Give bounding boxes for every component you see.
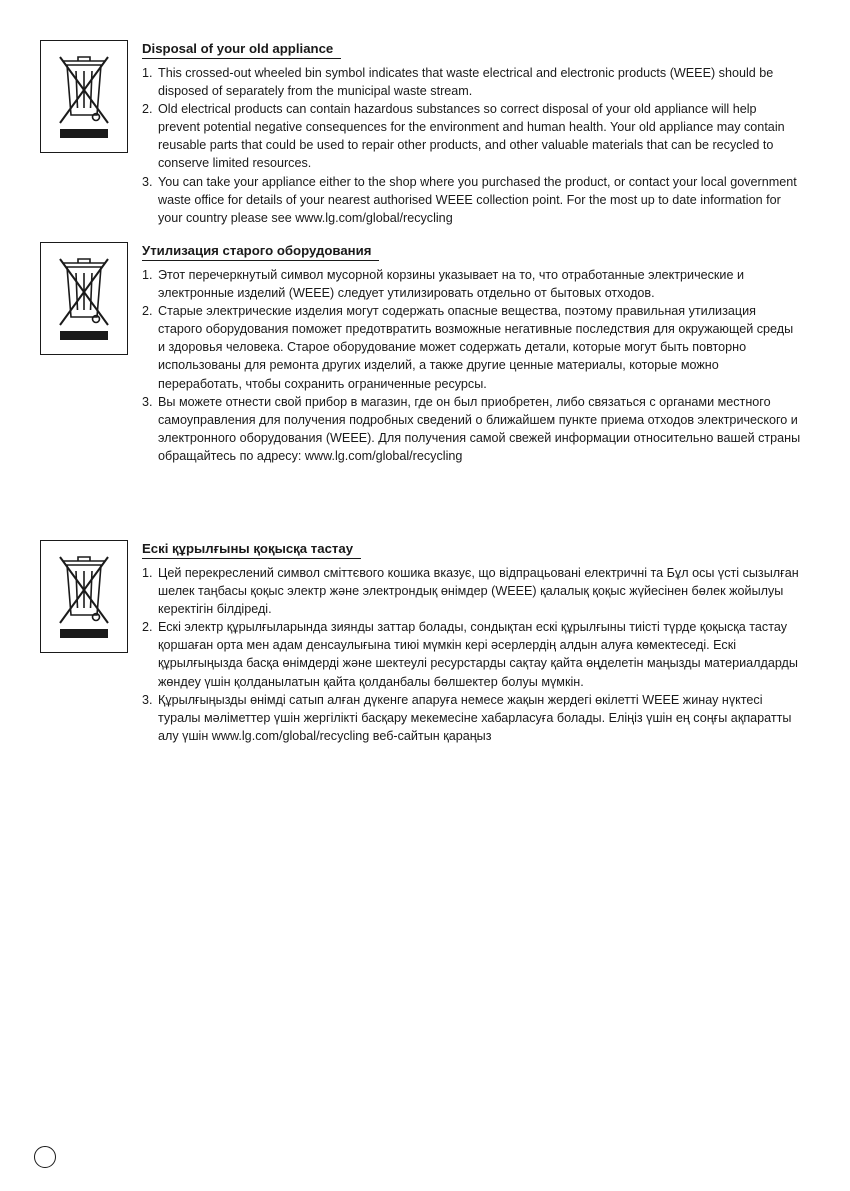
- section-title: Ескі құрылғыны қоқысқа тастау: [142, 541, 361, 559]
- crossed-out-bin-icon: [54, 53, 114, 139]
- list-item: 3. Құрылғыңызды өнімді сатып алған дүкенге апаруға немесе жақын жердегі өкілетті WEEE жинау нүктесі туралы мәліметтер үшін жергілікті басқару мекемесіне хабарласуға болады. Еліңіз үшін ең соңғы ақпаратты алу үшін www.lg.com/global/recycling веб-сайтын қараңыз: [142, 692, 792, 743]
- weee-symbol-box: [40, 540, 128, 653]
- list-item: 1. Этот перечеркнутый символ мусорной корзины указывает на то, что отработанные электрические и электронные изделий (WEEE) следует утилизировать отдельно от бытовых отходов.: [142, 268, 745, 301]
- crossed-out-bin-icon: [54, 553, 114, 639]
- weee-symbol-box: [40, 40, 128, 153]
- list-item: 2. Старые электрические изделия могут содержать опасные вещества, поэтому правильная утилизация старого оборудования поможет предотвратить возможные негативные последствия для окружающей среды и здоровья человека. Старое оборудование может содержать детали, которые могут быть повторно использованы для ремонта других изделий, а также другие ценные материалы, которые можно переработать, чтобы сохранить ограниченные ресурсы.: [142, 304, 794, 391]
- page-number-circle: [34, 1146, 56, 1168]
- crossed-out-bin-icon: [54, 255, 114, 341]
- list-item: 3. You can take your appliance either to the shop where you purchased the product, or contact your local government waste office for details of your nearest authorised WEEE collection point. For the most up to date information for your country please see www.lg.com/global/recycling: [142, 174, 797, 225]
- section-title: Утилизация старого оборудования: [142, 243, 379, 261]
- list-item: 1. Цей перекреслений символ сміттєвого кошика вказує, що відпрацьовані електричні та Бұл осы үсті сызылған шелек таңбасы қоқыс электр және электрондық өнімдер (WEEE) қалалық қоқыс жүйесінен бөлек жойылуы керектігін білдіреді.: [142, 566, 799, 617]
- list-item: 2. Ескі электр құрылғыларында зиянды заттар болады, сондықтан ескі құрылғыны тиісті түрде қоқысқа тастау қоршаған орта мен адам денсаулығына тиюі мүмкін кері әсерлердің алдын алуға көмектеседі. Ескі құрылғыңызда басқа өнімдерді және шектеулі ресурстарды сақтау қайта өңделетін маңызды материалдарды жөндеу үшін қолданылатын қайта қолданбалы бөлшектер болуы мүмкін.: [142, 620, 798, 689]
- list-item: 1. This crossed-out wheeled bin symbol indicates that waste electrical and electronic products (WEEE) should be disposed of separately from the municipal waste stream.: [142, 66, 774, 99]
- list-item: 2. Old electrical products can contain hazardous substances so correct disposal of your old appliance will help prevent potential negative consequences for the environment and human health. Your old appliance may contain reusable parts that could be used to repair other products, and other valuable materials that can be recycled to conserve limited resources.: [142, 102, 785, 171]
- weee-symbol-box: [40, 242, 128, 355]
- section-title: Disposal of your old appliance: [142, 41, 341, 59]
- list-item: 3. Вы можете отнести свой прибор в магазин, где он был приобретен, либо связаться с органами местного самоуправления для получения подробных сведений о ближайшем пункте приема отходов электрического и электронного оборудования (WEEE). Для получения самой свежей информации относительно вашей страны обращайтесь по адресу: www.lg.com/global/recycling: [142, 394, 801, 463]
